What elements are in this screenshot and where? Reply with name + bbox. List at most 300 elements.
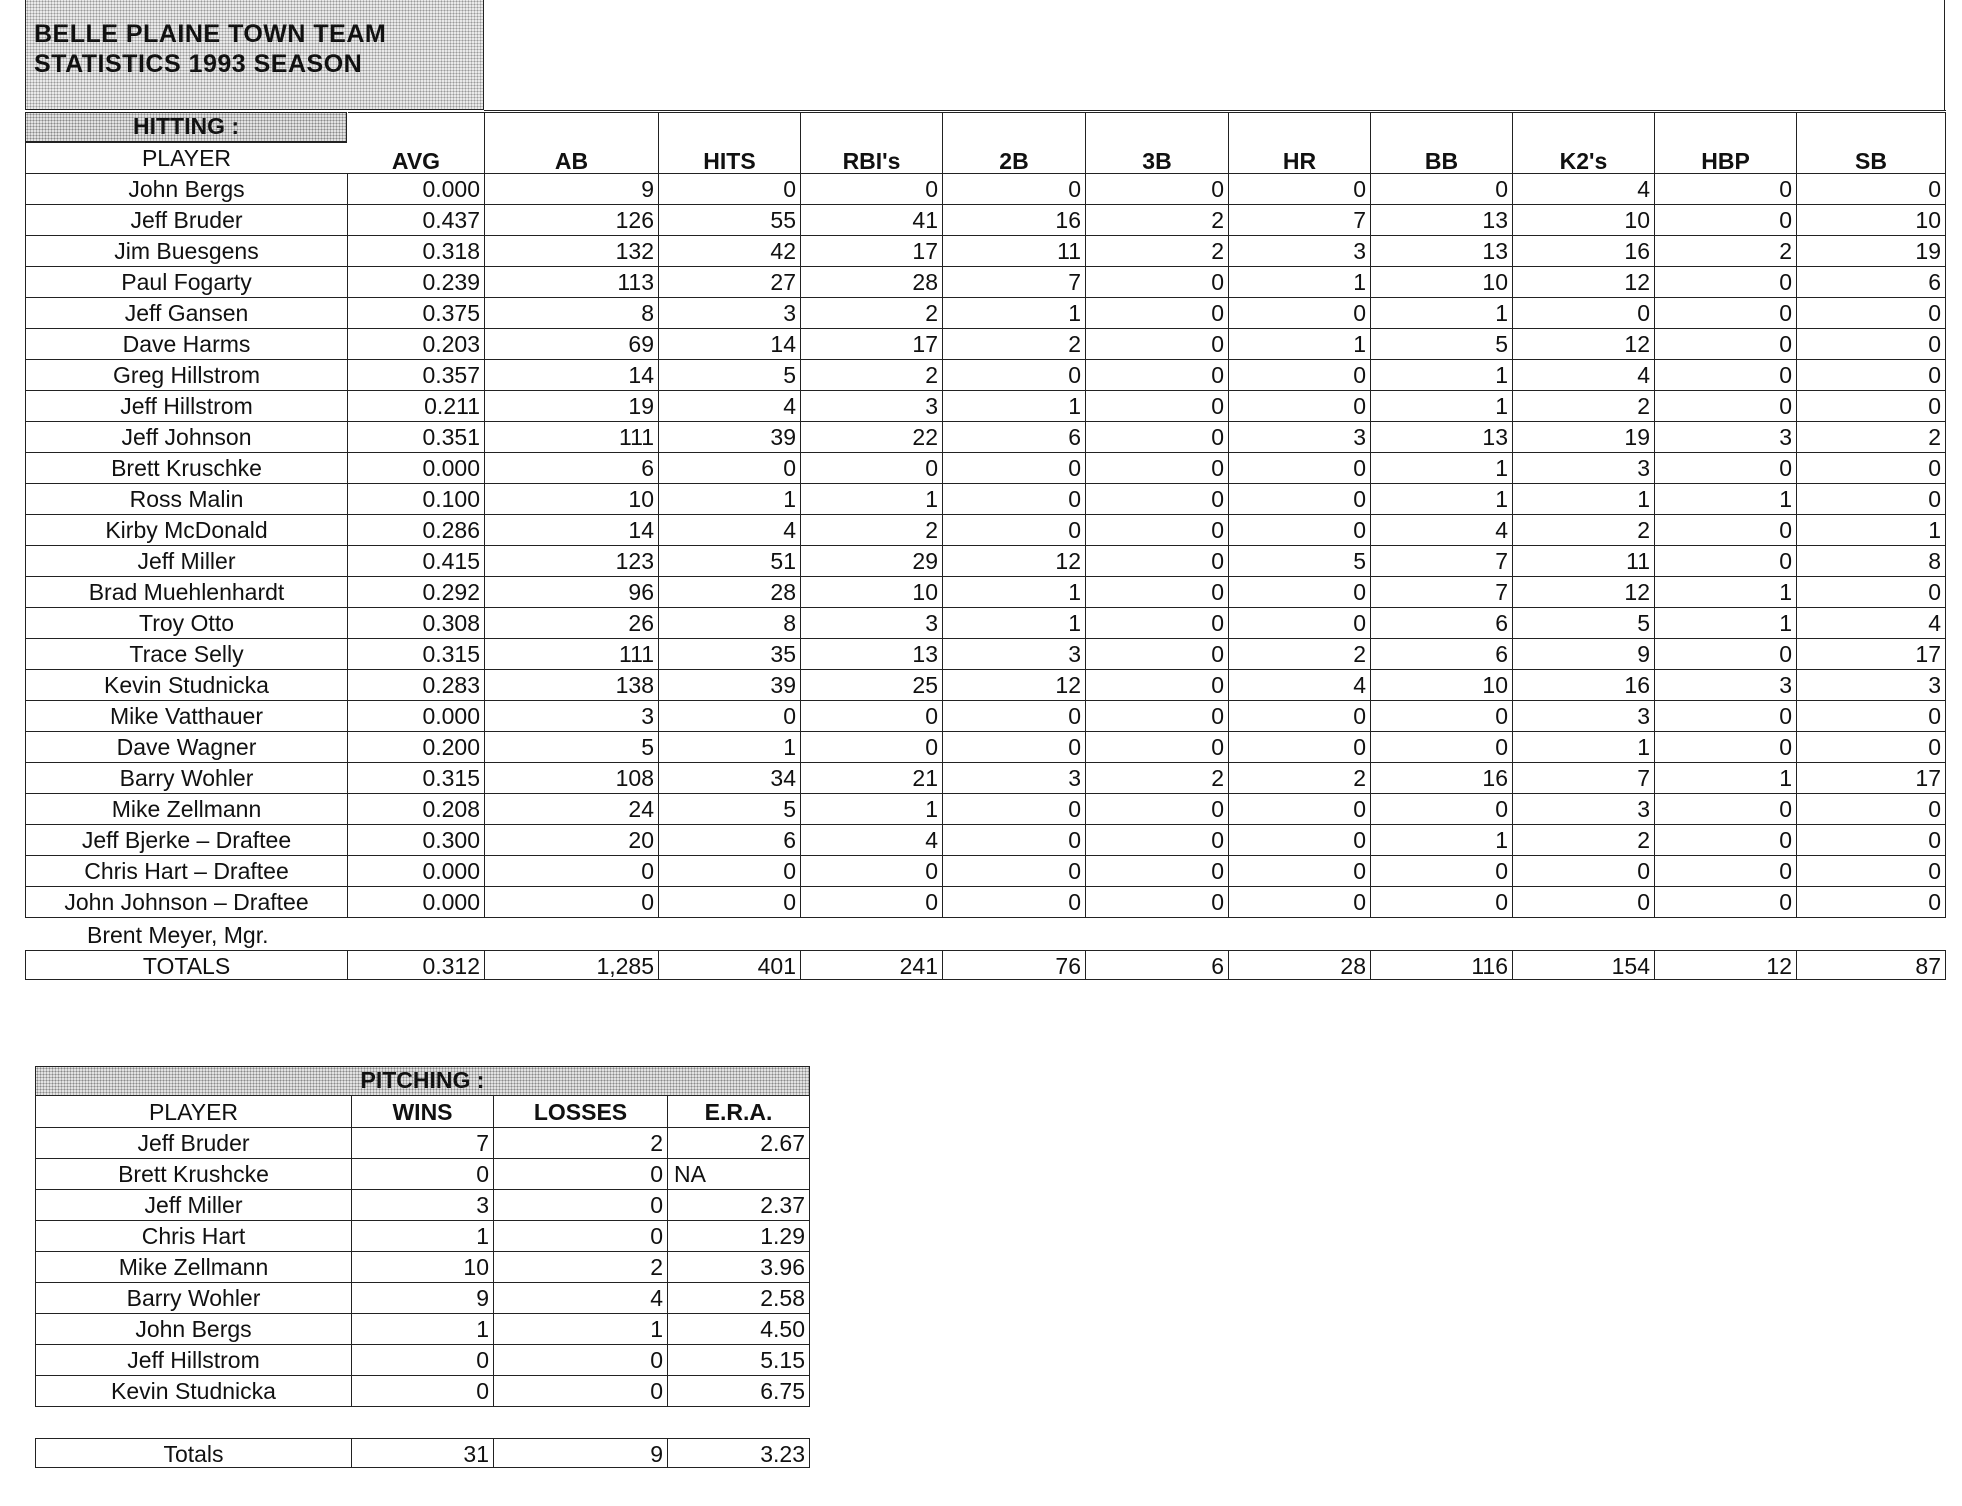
stat-ab: 14 bbox=[485, 515, 659, 546]
stat-hbp: 0 bbox=[1655, 267, 1797, 298]
stat-hits: 8 bbox=[659, 608, 801, 639]
player-name: Dave Wagner bbox=[25, 732, 348, 763]
stat-3b: 0 bbox=[1086, 887, 1229, 918]
pitcher-name: Chris Hart bbox=[35, 1221, 352, 1252]
stat-2b: 0 bbox=[943, 174, 1086, 205]
stat-hits: 27 bbox=[659, 267, 801, 298]
stat-hr: 0 bbox=[1229, 608, 1371, 639]
stat-avg: 0.286 bbox=[348, 515, 485, 546]
stat-hr: 1 bbox=[1229, 267, 1371, 298]
player-name: Ross Malin bbox=[25, 484, 348, 515]
stat-ab: 69 bbox=[485, 329, 659, 360]
stat-k2-s: 12 bbox=[1513, 267, 1655, 298]
stat-sb: 0 bbox=[1797, 391, 1946, 422]
stat-rbi-s: 3 bbox=[801, 608, 943, 639]
column-header-hits: HITS bbox=[659, 112, 801, 174]
stat-hits: 6 bbox=[659, 825, 801, 856]
stat-hr: 0 bbox=[1229, 174, 1371, 205]
stat-hits: 5 bbox=[659, 794, 801, 825]
stat-2b: 1 bbox=[943, 298, 1086, 329]
stat-2b: 0 bbox=[943, 856, 1086, 887]
stat-2b: 0 bbox=[943, 515, 1086, 546]
stat-3b: 0 bbox=[1086, 174, 1229, 205]
stat-hbp: 0 bbox=[1655, 298, 1797, 329]
stat-2b: 16 bbox=[943, 205, 1086, 236]
stat-k2-s: 4 bbox=[1513, 360, 1655, 391]
player-name: Brad Muehlenhardt bbox=[25, 577, 348, 608]
stat-hits: 55 bbox=[659, 205, 801, 236]
stat-sb: 0 bbox=[1797, 174, 1946, 205]
stat-rbi-s: 28 bbox=[801, 267, 943, 298]
stat-hits: 4 bbox=[659, 391, 801, 422]
stat-2b: 12 bbox=[943, 546, 1086, 577]
pitching-header-losses: LOSSES bbox=[494, 1096, 668, 1128]
stat-hr: 2 bbox=[1229, 639, 1371, 670]
stat-k2-s: 2 bbox=[1513, 825, 1655, 856]
title-block bbox=[25, 0, 484, 110]
stat-rbi-s: 29 bbox=[801, 546, 943, 577]
stat-3b: 0 bbox=[1086, 329, 1229, 360]
stat-hits: 28 bbox=[659, 577, 801, 608]
stat-avg: 0.211 bbox=[348, 391, 485, 422]
stat-hits: 5 bbox=[659, 360, 801, 391]
stat-hits: 0 bbox=[659, 453, 801, 484]
total-hits: 401 bbox=[659, 950, 801, 980]
stat-rbi-s: 3 bbox=[801, 391, 943, 422]
stat-rbi-s: 2 bbox=[801, 298, 943, 329]
pitching-total-losses: 9 bbox=[494, 1438, 668, 1468]
column-header-3b: 3B bbox=[1086, 112, 1229, 174]
stat-k2-s: 16 bbox=[1513, 670, 1655, 701]
pitching-losses: 2 bbox=[494, 1128, 668, 1159]
stat-hbp: 0 bbox=[1655, 794, 1797, 825]
total-ab: 1,285 bbox=[485, 950, 659, 980]
stat-rbi-s: 17 bbox=[801, 329, 943, 360]
stat-k2-s: 3 bbox=[1513, 794, 1655, 825]
stat-3b: 0 bbox=[1086, 267, 1229, 298]
column-header-avg: AVG bbox=[348, 112, 485, 174]
hitting-section-label: HITTING : bbox=[25, 112, 347, 142]
stat-sb: 19 bbox=[1797, 236, 1946, 267]
stat-ab: 96 bbox=[485, 577, 659, 608]
stat-ab: 111 bbox=[485, 422, 659, 453]
stat-hr: 0 bbox=[1229, 825, 1371, 856]
stat-avg: 0.292 bbox=[348, 577, 485, 608]
stat-rbi-s: 0 bbox=[801, 856, 943, 887]
stat-3b: 0 bbox=[1086, 577, 1229, 608]
stat-ab: 113 bbox=[485, 267, 659, 298]
stat-sb: 0 bbox=[1797, 887, 1946, 918]
stat-2b: 0 bbox=[943, 701, 1086, 732]
pitching-header-wins: WINS bbox=[352, 1096, 494, 1128]
stat-sb: 0 bbox=[1797, 360, 1946, 391]
stat-2b: 2 bbox=[943, 329, 1086, 360]
stat-avg: 0.000 bbox=[348, 174, 485, 205]
stat-hbp: 0 bbox=[1655, 701, 1797, 732]
stat-hbp: 1 bbox=[1655, 577, 1797, 608]
stat-sb: 17 bbox=[1797, 763, 1946, 794]
stat-3b: 2 bbox=[1086, 205, 1229, 236]
stat-hbp: 1 bbox=[1655, 763, 1797, 794]
stat-k2-s: 11 bbox=[1513, 546, 1655, 577]
stat-2b: 0 bbox=[943, 732, 1086, 763]
stat-hits: 1 bbox=[659, 732, 801, 763]
stat-3b: 0 bbox=[1086, 546, 1229, 577]
pitching-wins: 9 bbox=[352, 1283, 494, 1314]
pitching-e-r-a: 5.15 bbox=[668, 1345, 810, 1376]
stat-3b: 0 bbox=[1086, 391, 1229, 422]
stat-k2-s: 2 bbox=[1513, 391, 1655, 422]
stat-sb: 1 bbox=[1797, 515, 1946, 546]
stat-hits: 0 bbox=[659, 887, 801, 918]
stat-3b: 0 bbox=[1086, 670, 1229, 701]
player-name: Jeff Miller bbox=[25, 546, 348, 577]
stat-sb: 8 bbox=[1797, 546, 1946, 577]
pitcher-name: Barry Wohler bbox=[35, 1283, 352, 1314]
pitching-wins: 0 bbox=[352, 1345, 494, 1376]
stat-bb: 5 bbox=[1371, 329, 1513, 360]
stat-3b: 0 bbox=[1086, 453, 1229, 484]
stat-hbp: 0 bbox=[1655, 360, 1797, 391]
stat-bb: 1 bbox=[1371, 360, 1513, 391]
pitching-e-r-a: 2.58 bbox=[668, 1283, 810, 1314]
pitcher-name: Mike Zellmann bbox=[35, 1252, 352, 1283]
stat-3b: 0 bbox=[1086, 701, 1229, 732]
pitching-losses: 0 bbox=[494, 1159, 668, 1190]
column-header-bb: BB bbox=[1371, 112, 1513, 174]
player-name: Chris Hart – Draftee bbox=[25, 856, 348, 887]
player-name: Jeff Johnson bbox=[25, 422, 348, 453]
stat-rbi-s: 0 bbox=[801, 174, 943, 205]
pitching-losses: 4 bbox=[494, 1283, 668, 1314]
stat-2b: 7 bbox=[943, 267, 1086, 298]
column-header-sb: SB bbox=[1797, 112, 1946, 174]
stat-ab: 20 bbox=[485, 825, 659, 856]
manager-note: Brent Meyer, Mgr. bbox=[87, 922, 269, 948]
title-rule bbox=[484, 110, 1946, 111]
stat-hbp: 0 bbox=[1655, 205, 1797, 236]
stat-hr: 0 bbox=[1229, 360, 1371, 391]
stat-hbp: 0 bbox=[1655, 453, 1797, 484]
stat-bb: 6 bbox=[1371, 639, 1513, 670]
stat-bb: 0 bbox=[1371, 701, 1513, 732]
stat-rbi-s: 10 bbox=[801, 577, 943, 608]
pitching-e-r-a: 3.96 bbox=[668, 1252, 810, 1283]
pitching-total-e-r-a: 3.23 bbox=[668, 1438, 810, 1468]
stat-hbp: 3 bbox=[1655, 422, 1797, 453]
stat-avg: 0.200 bbox=[348, 732, 485, 763]
stat-sb: 0 bbox=[1797, 701, 1946, 732]
stat-2b: 3 bbox=[943, 639, 1086, 670]
column-header-hbp: HBP bbox=[1655, 112, 1797, 174]
stat-bb: 13 bbox=[1371, 422, 1513, 453]
stat-3b: 0 bbox=[1086, 732, 1229, 763]
player-name: Jeff Hillstrom bbox=[25, 391, 348, 422]
stat-2b: 6 bbox=[943, 422, 1086, 453]
stat-3b: 0 bbox=[1086, 515, 1229, 546]
stat-avg: 0.357 bbox=[348, 360, 485, 391]
pitching-wins: 1 bbox=[352, 1221, 494, 1252]
stat-3b: 0 bbox=[1086, 360, 1229, 391]
stat-hr: 3 bbox=[1229, 236, 1371, 267]
stat-k2-s: 9 bbox=[1513, 639, 1655, 670]
stat-2b: 12 bbox=[943, 670, 1086, 701]
stat-2b: 0 bbox=[943, 825, 1086, 856]
pitching-losses: 0 bbox=[494, 1190, 668, 1221]
stat-rbi-s: 41 bbox=[801, 205, 943, 236]
total-3b: 6 bbox=[1086, 950, 1229, 980]
stat-hr: 0 bbox=[1229, 856, 1371, 887]
pitching-losses: 0 bbox=[494, 1345, 668, 1376]
stat-avg: 0.375 bbox=[348, 298, 485, 329]
stat-sb: 0 bbox=[1797, 856, 1946, 887]
pitcher-name: Jeff Hillstrom bbox=[35, 1345, 352, 1376]
stat-sb: 0 bbox=[1797, 484, 1946, 515]
stat-ab: 19 bbox=[485, 391, 659, 422]
stat-rbi-s: 0 bbox=[801, 701, 943, 732]
stat-hbp: 0 bbox=[1655, 856, 1797, 887]
stat-k2-s: 19 bbox=[1513, 422, 1655, 453]
totals-label: TOTALS bbox=[25, 950, 348, 980]
stat-k2-s: 12 bbox=[1513, 577, 1655, 608]
stat-hr: 0 bbox=[1229, 391, 1371, 422]
stat-ab: 24 bbox=[485, 794, 659, 825]
stat-3b: 0 bbox=[1086, 639, 1229, 670]
stat-hbp: 2 bbox=[1655, 236, 1797, 267]
pitching-e-r-a: 1.29 bbox=[668, 1221, 810, 1252]
stat-bb: 1 bbox=[1371, 453, 1513, 484]
stat-ab: 108 bbox=[485, 763, 659, 794]
stat-hr: 0 bbox=[1229, 298, 1371, 329]
stat-2b: 11 bbox=[943, 236, 1086, 267]
stat-avg: 0.315 bbox=[348, 763, 485, 794]
stat-ab: 132 bbox=[485, 236, 659, 267]
stat-hr: 0 bbox=[1229, 577, 1371, 608]
column-header-rbi-s: RBI's bbox=[801, 112, 943, 174]
stat-hits: 35 bbox=[659, 639, 801, 670]
pitcher-name: Kevin Studnicka bbox=[35, 1376, 352, 1407]
stat-hbp: 3 bbox=[1655, 670, 1797, 701]
stat-hr: 5 bbox=[1229, 546, 1371, 577]
pitching-losses: 1 bbox=[494, 1314, 668, 1345]
player-name: Brett Kruschke bbox=[25, 453, 348, 484]
stat-hr: 0 bbox=[1229, 887, 1371, 918]
stat-bb: 4 bbox=[1371, 515, 1513, 546]
stat-sb: 0 bbox=[1797, 298, 1946, 329]
pitching-losses: 2 bbox=[494, 1252, 668, 1283]
pitcher-name: Jeff Bruder bbox=[35, 1128, 352, 1159]
stat-sb: 3 bbox=[1797, 670, 1946, 701]
stat-ab: 10 bbox=[485, 484, 659, 515]
stat-rbi-s: 21 bbox=[801, 763, 943, 794]
stat-rbi-s: 2 bbox=[801, 515, 943, 546]
player-name: Jeff Gansen bbox=[25, 298, 348, 329]
stat-avg: 0.000 bbox=[348, 887, 485, 918]
stat-rbi-s: 22 bbox=[801, 422, 943, 453]
stat-bb: 0 bbox=[1371, 856, 1513, 887]
total-hbp: 12 bbox=[1655, 950, 1797, 980]
stat-2b: 0 bbox=[943, 484, 1086, 515]
stat-bb: 0 bbox=[1371, 887, 1513, 918]
stat-bb: 0 bbox=[1371, 732, 1513, 763]
player-name: Jeff Bjerke – Draftee bbox=[25, 825, 348, 856]
stat-hits: 39 bbox=[659, 670, 801, 701]
stat-ab: 111 bbox=[485, 639, 659, 670]
stat-k2-s: 16 bbox=[1513, 236, 1655, 267]
stat-avg: 0.318 bbox=[348, 236, 485, 267]
stat-sb: 6 bbox=[1797, 267, 1946, 298]
pitching-total-wins: 31 bbox=[352, 1438, 494, 1468]
stat-2b: 1 bbox=[943, 391, 1086, 422]
stat-bb: 1 bbox=[1371, 298, 1513, 329]
player-name: Trace Selly bbox=[25, 639, 348, 670]
stat-2b: 1 bbox=[943, 577, 1086, 608]
stat-sb: 0 bbox=[1797, 732, 1946, 763]
stat-hr: 2 bbox=[1229, 763, 1371, 794]
stat-3b: 0 bbox=[1086, 856, 1229, 887]
stat-bb: 10 bbox=[1371, 670, 1513, 701]
pitching-e-r-a: 6.75 bbox=[668, 1376, 810, 1407]
stat-ab: 6 bbox=[485, 453, 659, 484]
pitching-header-player: PLAYER bbox=[35, 1096, 352, 1128]
stat-ab: 14 bbox=[485, 360, 659, 391]
total-hr: 28 bbox=[1229, 950, 1371, 980]
player-name: Mike Vatthauer bbox=[25, 701, 348, 732]
stat-bb: 7 bbox=[1371, 577, 1513, 608]
pitching-e-r-a: 4.50 bbox=[668, 1314, 810, 1345]
pitching-losses: 0 bbox=[494, 1221, 668, 1252]
stat-avg: 0.351 bbox=[348, 422, 485, 453]
pitcher-name: Brett Krushcke bbox=[35, 1159, 352, 1190]
stat-k2-s: 10 bbox=[1513, 205, 1655, 236]
stat-avg: 0.000 bbox=[348, 453, 485, 484]
column-header-ab: AB bbox=[485, 112, 659, 174]
stat-sb: 0 bbox=[1797, 794, 1946, 825]
stat-avg: 0.315 bbox=[348, 639, 485, 670]
stat-hbp: 0 bbox=[1655, 174, 1797, 205]
pitching-wins: 3 bbox=[352, 1190, 494, 1221]
stat-rbi-s: 1 bbox=[801, 794, 943, 825]
stat-3b: 0 bbox=[1086, 608, 1229, 639]
stat-k2-s: 3 bbox=[1513, 453, 1655, 484]
stat-k2-s: 1 bbox=[1513, 484, 1655, 515]
total-sb: 87 bbox=[1797, 950, 1946, 980]
stat-rbi-s: 13 bbox=[801, 639, 943, 670]
stat-hits: 39 bbox=[659, 422, 801, 453]
stat-avg: 0.415 bbox=[348, 546, 485, 577]
stat-ab: 0 bbox=[485, 856, 659, 887]
pitching-wins: 0 bbox=[352, 1376, 494, 1407]
stat-rbi-s: 0 bbox=[801, 732, 943, 763]
stat-3b: 2 bbox=[1086, 236, 1229, 267]
stat-rbi-s: 0 bbox=[801, 453, 943, 484]
stat-sb: 10 bbox=[1797, 205, 1946, 236]
stat-hits: 51 bbox=[659, 546, 801, 577]
pitching-e-r-a: 2.67 bbox=[668, 1128, 810, 1159]
stat-rbi-s: 2 bbox=[801, 360, 943, 391]
stat-3b: 0 bbox=[1086, 298, 1229, 329]
stat-hbp: 0 bbox=[1655, 546, 1797, 577]
stat-hr: 1 bbox=[1229, 329, 1371, 360]
title-line-1: BELLE PLAINE TOWN TEAM bbox=[34, 20, 387, 48]
stat-hits: 0 bbox=[659, 174, 801, 205]
stat-hbp: 0 bbox=[1655, 825, 1797, 856]
stat-ab: 8 bbox=[485, 298, 659, 329]
stat-3b: 2 bbox=[1086, 763, 1229, 794]
stat-avg: 0.437 bbox=[348, 205, 485, 236]
stat-hits: 34 bbox=[659, 763, 801, 794]
stat-avg: 0.308 bbox=[348, 608, 485, 639]
stat-avg: 0.100 bbox=[348, 484, 485, 515]
stat-avg: 0.208 bbox=[348, 794, 485, 825]
stat-sb: 17 bbox=[1797, 639, 1946, 670]
stat-rbi-s: 4 bbox=[801, 825, 943, 856]
stat-avg: 0.000 bbox=[348, 701, 485, 732]
stat-hits: 4 bbox=[659, 515, 801, 546]
stat-hits: 42 bbox=[659, 236, 801, 267]
stat-hbp: 0 bbox=[1655, 732, 1797, 763]
stat-sb: 0 bbox=[1797, 577, 1946, 608]
stat-ab: 126 bbox=[485, 205, 659, 236]
stat-sb: 0 bbox=[1797, 329, 1946, 360]
stat-k2-s: 4 bbox=[1513, 174, 1655, 205]
pitching-wins: 7 bbox=[352, 1128, 494, 1159]
stat-3b: 0 bbox=[1086, 422, 1229, 453]
player-name: Kirby McDonald bbox=[25, 515, 348, 546]
column-header-k2-s: K2's bbox=[1513, 112, 1655, 174]
stat-hits: 0 bbox=[659, 701, 801, 732]
stat-ab: 5 bbox=[485, 732, 659, 763]
stat-bb: 0 bbox=[1371, 794, 1513, 825]
player-name: Dave Harms bbox=[25, 329, 348, 360]
stat-2b: 1 bbox=[943, 608, 1086, 639]
pitcher-name: Jeff Miller bbox=[35, 1190, 352, 1221]
player-name: Troy Otto bbox=[25, 608, 348, 639]
stat-avg: 0.000 bbox=[348, 856, 485, 887]
pitching-losses: 0 bbox=[494, 1376, 668, 1407]
total-rbi-s: 241 bbox=[801, 950, 943, 980]
stat-3b: 0 bbox=[1086, 825, 1229, 856]
total-bb: 116 bbox=[1371, 950, 1513, 980]
stat-k2-s: 0 bbox=[1513, 298, 1655, 329]
column-header-player: PLAYER bbox=[25, 142, 348, 174]
pitching-header-e-r-a: E.R.A. bbox=[668, 1096, 810, 1128]
stat-bb: 1 bbox=[1371, 825, 1513, 856]
player-name: Jeff Bruder bbox=[25, 205, 348, 236]
stat-avg: 0.239 bbox=[348, 267, 485, 298]
stat-2b: 0 bbox=[943, 794, 1086, 825]
stat-ab: 123 bbox=[485, 546, 659, 577]
total-2b: 76 bbox=[943, 950, 1086, 980]
player-name: John Johnson – Draftee bbox=[25, 887, 348, 918]
stat-hbp: 0 bbox=[1655, 329, 1797, 360]
pitching-section-label: PITCHING : bbox=[35, 1066, 810, 1096]
pitching-wins: 1 bbox=[352, 1314, 494, 1345]
stat-hr: 0 bbox=[1229, 484, 1371, 515]
stat-ab: 3 bbox=[485, 701, 659, 732]
stat-rbi-s: 1 bbox=[801, 484, 943, 515]
stat-hits: 0 bbox=[659, 856, 801, 887]
stat-hr: 0 bbox=[1229, 701, 1371, 732]
pitching-e-r-a: 2.37 bbox=[668, 1190, 810, 1221]
pitcher-name: John Bergs bbox=[35, 1314, 352, 1345]
player-name: Jim Buesgens bbox=[25, 236, 348, 267]
stat-hits: 14 bbox=[659, 329, 801, 360]
stat-sb: 2 bbox=[1797, 422, 1946, 453]
stat-rbi-s: 17 bbox=[801, 236, 943, 267]
pitching-wins: 0 bbox=[352, 1159, 494, 1190]
stat-bb: 13 bbox=[1371, 236, 1513, 267]
